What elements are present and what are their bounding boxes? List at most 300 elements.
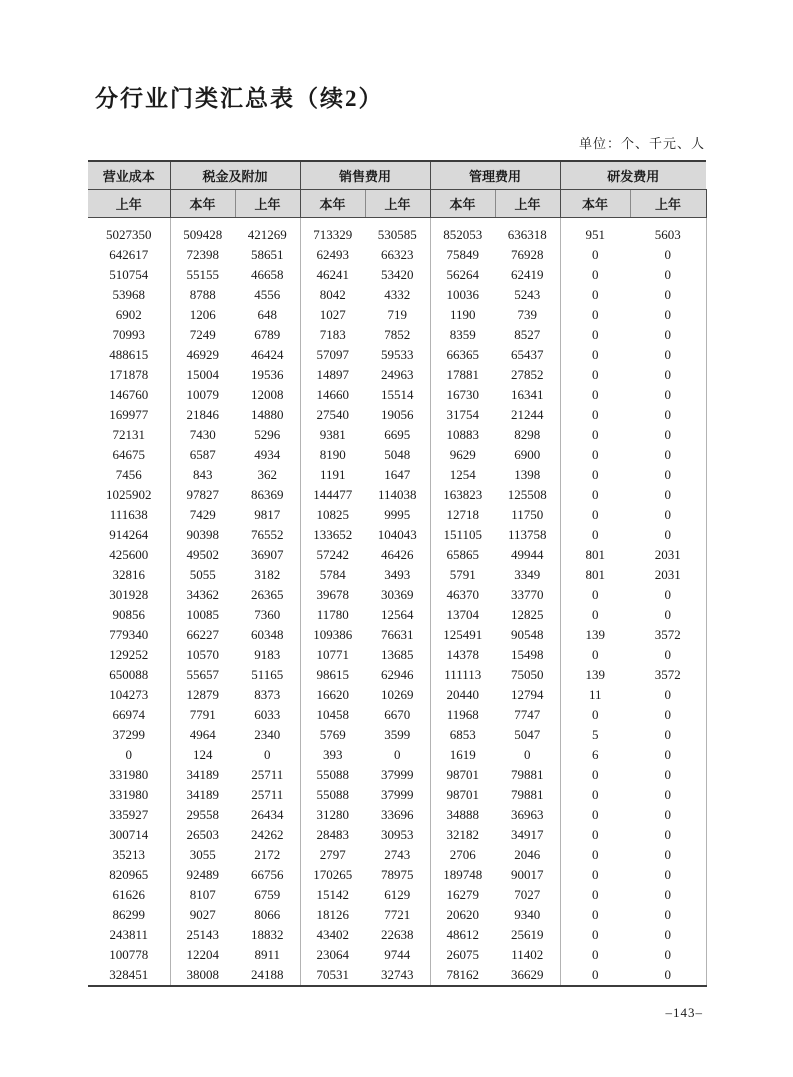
table-cell: 10771	[316, 647, 349, 662]
table-cell: 10036	[446, 287, 479, 302]
table-cell: 636318	[495, 218, 560, 246]
table-cell: 801	[585, 567, 605, 582]
table-cell: 0	[592, 607, 599, 622]
table-cell: 0	[630, 725, 706, 745]
table-cell: 5603	[630, 218, 706, 246]
table-cell: 125491	[443, 627, 483, 642]
table-cell: 66756	[235, 865, 300, 885]
table-cell: 0	[365, 745, 430, 765]
page-number: –143–	[665, 1005, 703, 1020]
table-cell: 2172	[235, 845, 300, 865]
table-cell: 111638	[88, 505, 170, 525]
table-cell: 59533	[365, 345, 430, 365]
table-cell: 719	[365, 305, 430, 325]
table-cell: 9027	[189, 907, 216, 922]
table-cell: 331980	[88, 785, 170, 805]
table-row	[88, 885, 706, 905]
table-row	[88, 405, 706, 425]
table-cell: 509428	[183, 227, 223, 242]
table-cell: 9629	[449, 447, 476, 462]
table-cell: 0	[630, 605, 706, 625]
table-cell: 8527	[495, 325, 560, 345]
table-cell: 0	[592, 247, 599, 262]
table-cell: 35213	[88, 845, 170, 865]
table-cell: 16341	[495, 385, 560, 405]
table-row	[88, 605, 706, 625]
table-cell: 9995	[365, 505, 430, 525]
table-cell: 31280	[316, 807, 349, 822]
table-cell: 25711	[235, 765, 300, 785]
table-cell: 66323	[365, 245, 430, 265]
table-cell: 65865	[446, 547, 479, 562]
table-cell: 2031	[630, 545, 706, 565]
table-cell: 48612	[446, 927, 479, 942]
table-cell: 2743	[365, 845, 430, 865]
table-cell: 111113	[444, 667, 482, 682]
table-cell: 2031	[630, 565, 706, 585]
table-cell: 2706	[449, 847, 476, 862]
table-cell: 76631	[365, 625, 430, 645]
table-cell: 100778	[88, 945, 170, 965]
table-cell: 843	[193, 467, 213, 482]
table-cell: 3182	[235, 565, 300, 585]
table-cell: 2046	[495, 845, 560, 865]
table-cell: 243811	[88, 925, 170, 945]
table-cell: 6	[592, 747, 599, 762]
table-cell: 76928	[495, 245, 560, 265]
table-cell: 5784	[319, 567, 346, 582]
table-cell: 0	[630, 425, 706, 445]
table-cell: 19536	[235, 365, 300, 385]
table-cell: 3055	[189, 847, 216, 862]
table-cell: 34189	[186, 787, 219, 802]
column-group-header: 营业成本	[88, 161, 170, 190]
table-row	[88, 365, 706, 385]
table-row	[88, 385, 706, 405]
table-row	[88, 265, 706, 285]
table-cell: 189748	[443, 867, 483, 882]
table-cell: 5055	[189, 567, 216, 582]
table-row	[88, 565, 706, 585]
table-cell: 23064	[316, 947, 349, 962]
table-cell: 27852	[495, 365, 560, 385]
table-cell: 114038	[365, 485, 430, 505]
table-cell: 8066	[235, 905, 300, 925]
table-cell: 26365	[235, 585, 300, 605]
table-cell: 75849	[446, 247, 479, 262]
table-cell: 25711	[235, 785, 300, 805]
table-cell: 14880	[235, 405, 300, 425]
column-subheader: 上年	[495, 190, 560, 218]
table-cell: 33770	[495, 585, 560, 605]
table-cell: 22638	[365, 925, 430, 945]
table-cell: 8359	[449, 327, 476, 342]
table-cell: 0	[630, 325, 706, 345]
table-cell: 15142	[316, 887, 349, 902]
table-cell: 3599	[365, 725, 430, 745]
table-cell: 34888	[446, 807, 479, 822]
table-cell: 146760	[88, 385, 170, 405]
table-cell: 56264	[446, 267, 479, 282]
table-cell: 78162	[446, 967, 479, 982]
table-row	[88, 625, 706, 645]
table-cell: 10085	[186, 607, 219, 622]
table-cell: 113758	[495, 525, 560, 545]
table-cell: 331980	[88, 765, 170, 785]
table-row	[88, 445, 706, 465]
table-cell: 0	[592, 527, 599, 542]
table-row	[88, 545, 706, 565]
table-cell: 3493	[365, 565, 430, 585]
table-cell: 98701	[446, 787, 479, 802]
table-row	[88, 305, 706, 325]
table-cell: 0	[88, 745, 170, 765]
table-cell: 7429	[189, 507, 216, 522]
table-cell: 2340	[235, 725, 300, 745]
table-cell: 30953	[365, 825, 430, 845]
table-cell: 9744	[365, 945, 430, 965]
table-cell: 0	[630, 905, 706, 925]
table-cell: 19056	[365, 405, 430, 425]
table-row	[88, 725, 706, 745]
table-cell: 25143	[186, 927, 219, 942]
table-cell: 55088	[316, 787, 349, 802]
table-cell: 0	[592, 787, 599, 802]
table-cell: 33696	[365, 805, 430, 825]
table-cell: 0	[630, 645, 706, 665]
table-cell: 0	[592, 487, 599, 502]
table-cell: 12879	[186, 687, 219, 702]
unit-note: 单位：个、千元、人	[578, 136, 705, 151]
table-cell: 6695	[365, 425, 430, 445]
table-cell: 53968	[88, 285, 170, 305]
table-row	[88, 785, 706, 805]
table-cell: 55657	[186, 667, 219, 682]
table-cell: 5243	[495, 285, 560, 305]
table-row	[88, 505, 706, 525]
table-cell: 8911	[235, 945, 300, 965]
table-cell: 46426	[365, 545, 430, 565]
table-cell: 169977	[88, 405, 170, 425]
table-row	[88, 465, 706, 485]
table-cell: 37999	[365, 785, 430, 805]
table-cell: 53420	[365, 265, 430, 285]
table-row	[88, 765, 706, 785]
table-cell: 0	[592, 707, 599, 722]
table-row	[88, 218, 706, 246]
table-cell: 16730	[446, 387, 479, 402]
table-row	[88, 525, 706, 545]
table-cell: 17881	[446, 367, 479, 382]
table-cell: 32816	[88, 565, 170, 585]
table-cell: 0	[630, 585, 706, 605]
table-cell: 335927	[88, 805, 170, 825]
table-cell: 125508	[495, 485, 560, 505]
table-cell: 713329	[313, 227, 353, 242]
table-cell: 0	[592, 587, 599, 602]
table-cell: 62493	[316, 247, 349, 262]
table-cell: 90856	[88, 605, 170, 625]
table-cell: 66227	[186, 627, 219, 642]
table-cell: 6670	[365, 705, 430, 725]
table-cell: 0	[630, 245, 706, 265]
table-cell: 6853	[449, 727, 476, 742]
table-cell: 393	[323, 747, 343, 762]
column-subheader: 本年	[430, 190, 495, 218]
table-cell: 5	[592, 727, 599, 742]
table-cell: 34362	[186, 587, 219, 602]
table-cell: 7183	[319, 327, 346, 342]
table-cell: 139	[585, 627, 605, 642]
table-header	[88, 161, 706, 218]
table-cell: 0	[592, 347, 599, 362]
table-cell: 60348	[235, 625, 300, 645]
table-cell: 0	[592, 407, 599, 422]
table-cell: 5769	[319, 727, 346, 742]
table-cell: 12794	[495, 685, 560, 705]
table-cell: 12564	[365, 605, 430, 625]
table-cell: 5027350	[88, 218, 170, 246]
table-cell: 9381	[319, 427, 346, 442]
table-cell: 32743	[365, 965, 430, 986]
table-cell: 0	[630, 285, 706, 305]
table-cell: 21244	[495, 405, 560, 425]
column-group-header: 销售费用	[300, 161, 430, 190]
table-row	[88, 925, 706, 945]
table-cell: 16279	[446, 887, 479, 902]
table-cell: 27540	[316, 407, 349, 422]
table-cell: 914264	[88, 525, 170, 545]
table-cell: 0	[630, 825, 706, 845]
table-cell: 7360	[235, 605, 300, 625]
table-cell: 26075	[446, 947, 479, 962]
table-cell: 0	[630, 345, 706, 365]
table-cell: 0	[592, 267, 599, 282]
table-cell: 820965	[88, 865, 170, 885]
table-cell: 34189	[186, 767, 219, 782]
table-cell: 104043	[365, 525, 430, 545]
table-row	[88, 745, 706, 765]
table-row	[88, 865, 706, 885]
table-cell: 0	[592, 967, 599, 982]
table-cell: 72398	[186, 247, 219, 262]
table-cell: 20440	[446, 687, 479, 702]
column-subheader: 本年	[170, 190, 235, 218]
table-cell: 4934	[235, 445, 300, 465]
table-cell: 6129	[365, 885, 430, 905]
table-cell: 65437	[495, 345, 560, 365]
table-cell: 6587	[189, 447, 216, 462]
table-cell: 30369	[365, 585, 430, 605]
table-cell: 0	[592, 807, 599, 822]
table-cell: 9817	[235, 505, 300, 525]
table-cell: 4556	[235, 285, 300, 305]
table-cell: 0	[630, 445, 706, 465]
table-cell: 46241	[316, 267, 349, 282]
table-row	[88, 965, 706, 986]
table-cell: 75050	[495, 665, 560, 685]
table-cell: 951	[585, 227, 605, 242]
table-cell: 0	[630, 525, 706, 545]
table-cell: 10570	[186, 647, 219, 662]
table-cell: 57242	[316, 547, 349, 562]
table-cell: 36907	[235, 545, 300, 565]
table-cell: 4332	[365, 285, 430, 305]
table-cell: 4964	[189, 727, 216, 742]
table-cell: 0	[630, 705, 706, 725]
table-cell: 12008	[235, 385, 300, 405]
table-cell: 70993	[88, 325, 170, 345]
table-cell: 90017	[495, 865, 560, 885]
table-cell: 12718	[446, 507, 479, 522]
table-row	[88, 645, 706, 665]
table-cell: 57097	[316, 347, 349, 362]
table-cell: 0	[630, 305, 706, 325]
table-cell: 0	[592, 427, 599, 442]
table-cell: 18126	[316, 907, 349, 922]
table-cell: 12825	[495, 605, 560, 625]
table-cell: 0	[630, 385, 706, 405]
table-cell: 49944	[495, 545, 560, 565]
table-cell: 14660	[316, 387, 349, 402]
column-group-header: 税金及附加	[170, 161, 300, 190]
table-cell: 7747	[495, 705, 560, 725]
table-row	[88, 325, 706, 345]
table-cell: 98615	[316, 667, 349, 682]
table-cell: 8298	[495, 425, 560, 445]
table-cell: 3572	[630, 665, 706, 685]
table-cell: 0	[592, 327, 599, 342]
column-group-header: 管理费用	[430, 161, 560, 190]
table-cell: 6902	[88, 305, 170, 325]
table-cell: 15514	[365, 385, 430, 405]
table-cell: 8788	[189, 287, 216, 302]
table-cell: 650088	[88, 665, 170, 685]
table-cell: 510754	[88, 265, 170, 285]
table-cell: 301928	[88, 585, 170, 605]
table-cell: 46658	[235, 265, 300, 285]
table-cell: 55155	[186, 267, 219, 282]
table-cell: 0	[592, 287, 599, 302]
table-cell: 1398	[495, 465, 560, 485]
table-cell: 171878	[88, 365, 170, 385]
table-cell: 0	[630, 765, 706, 785]
table-row	[88, 685, 706, 705]
table-cell: 0	[592, 367, 599, 382]
table-cell: 11968	[446, 707, 479, 722]
table-cell: 79881	[495, 785, 560, 805]
table-cell: 133652	[313, 527, 353, 542]
table-cell: 72131	[88, 425, 170, 445]
table-cell: 779340	[88, 625, 170, 645]
table-cell: 6759	[235, 885, 300, 905]
table-cell: 37299	[88, 725, 170, 745]
table-cell: 362	[235, 465, 300, 485]
table-cell: 6033	[235, 705, 300, 725]
table-cell: 0	[592, 947, 599, 962]
column-subheader: 本年	[560, 190, 630, 218]
table-cell: 852053	[443, 227, 483, 242]
table-cell: 11	[588, 687, 602, 702]
table-cell: 0	[592, 847, 599, 862]
column-subheader: 上年	[88, 190, 170, 218]
table-cell: 0	[630, 685, 706, 705]
table-cell: 0	[592, 767, 599, 782]
table-body	[88, 218, 706, 987]
table-cell: 1619	[449, 747, 476, 762]
table-cell: 5791	[449, 567, 476, 582]
column-subheader: 上年	[630, 190, 706, 218]
table-cell: 0	[630, 885, 706, 905]
table-cell: 90398	[186, 527, 219, 542]
table-cell: 109386	[313, 627, 353, 642]
table-cell: 66974	[88, 705, 170, 725]
table-cell: 14378	[446, 647, 479, 662]
table-cell: 11750	[495, 505, 560, 525]
table-cell: 10825	[316, 507, 349, 522]
table-cell: 139	[585, 667, 605, 682]
table-cell: 49502	[186, 547, 219, 562]
table-row	[88, 425, 706, 445]
table-cell: 0	[630, 865, 706, 885]
table-cell: 76552	[235, 525, 300, 545]
table-cell: 58651	[235, 245, 300, 265]
table-cell: 64675	[88, 445, 170, 465]
table-row	[88, 585, 706, 605]
table-cell: 0	[630, 845, 706, 865]
table-cell: 46424	[235, 345, 300, 365]
table-cell: 8190	[319, 447, 346, 462]
table-cell: 26434	[235, 805, 300, 825]
table-row	[88, 245, 706, 265]
table-cell: 0	[592, 507, 599, 522]
table-cell: 39678	[316, 587, 349, 602]
table-cell: 0	[235, 745, 300, 765]
table-cell: 104273	[88, 685, 170, 705]
table-cell: 86299	[88, 905, 170, 925]
table-cell: 7791	[189, 707, 216, 722]
table-cell: 11402	[495, 945, 560, 965]
table-cell: 61626	[88, 885, 170, 905]
table-cell: 124	[193, 747, 213, 762]
table-row	[88, 665, 706, 685]
table-cell: 13685	[365, 645, 430, 665]
table-cell: 37999	[365, 765, 430, 785]
table-cell: 0	[592, 307, 599, 322]
table-cell: 1206	[189, 307, 216, 322]
table-cell: 31754	[446, 407, 479, 422]
table-cell: 10079	[186, 387, 219, 402]
table-cell: 0	[630, 505, 706, 525]
table-cell: 66365	[446, 347, 479, 362]
table-cell: 70531	[316, 967, 349, 982]
table-cell: 0	[630, 785, 706, 805]
table-cell: 3349	[495, 565, 560, 585]
table-cell: 0	[630, 465, 706, 485]
table-cell: 5047	[495, 725, 560, 745]
table-cell: 10883	[446, 427, 479, 442]
column-subheader: 本年	[300, 190, 365, 218]
table-cell: 0	[495, 745, 560, 765]
table-cell: 530585	[365, 218, 430, 246]
table-row	[88, 945, 706, 965]
table-cell: 0	[592, 907, 599, 922]
table-cell: 739	[495, 305, 560, 325]
page-title: 分行业门类汇总表（续2）	[95, 86, 384, 111]
table-cell: 24262	[235, 825, 300, 845]
table-cell: 12204	[186, 947, 219, 962]
table-cell: 7249	[189, 327, 216, 342]
